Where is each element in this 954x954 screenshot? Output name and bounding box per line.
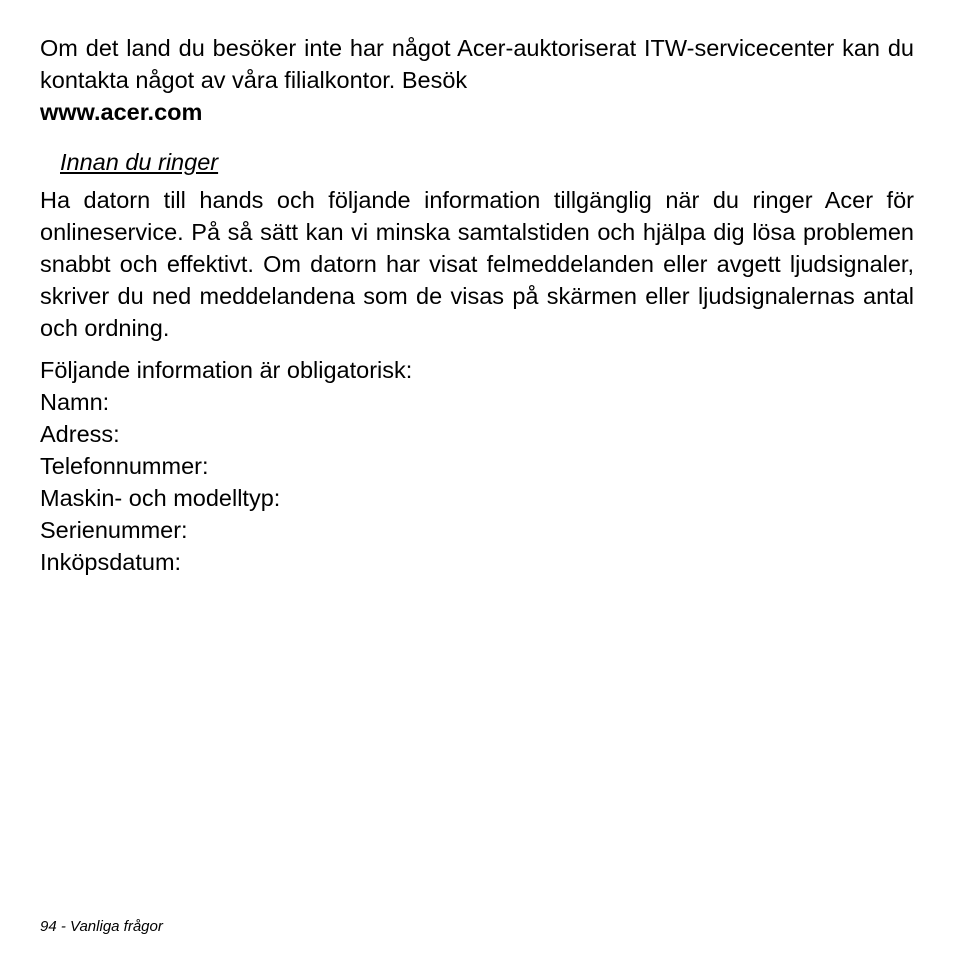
page-footer: 94 - Vanliga frågor — [40, 918, 163, 935]
field-serial-number: Serienummer: — [40, 517, 188, 543]
field-name: Namn: — [40, 389, 110, 415]
acer-website-link[interactable]: www.acer.com — [40, 99, 203, 125]
field-machine-model: Maskin- och modelltyp: — [40, 485, 281, 511]
section-heading: Innan du ringer — [60, 149, 219, 175]
required-info-list — [40, 354, 914, 578]
document-page — [40, 32, 914, 578]
field-purchase-date: Inköpsdatum: — [40, 549, 182, 575]
intro-paragraph — [40, 32, 914, 128]
required-info-intro: Följande information är obligatorisk: — [40, 357, 413, 383]
section-paragraph: Ha datorn till hands och följande information tillgänglig när du ringer Acer för onlineservice. På så sätt kan vi minska samtalstiden och hjälpa dig lösa problemen snabbt och effektivt. Om datorn har visat felmeddelanden eller avgett ljudsignaler, skriver du ned meddelandena som de visas på skärmen eller ljudsignalernas antal och ordning. — [40, 187, 914, 341]
field-address: Adress: — [40, 421, 120, 447]
field-phone: Telefonnummer: — [40, 453, 209, 479]
intro-text: Om det land du besöker inte har något Acer-auktoriserat ITW-servicecenter kan du kontakta något av våra filialkontor. Besök — [40, 35, 914, 93]
